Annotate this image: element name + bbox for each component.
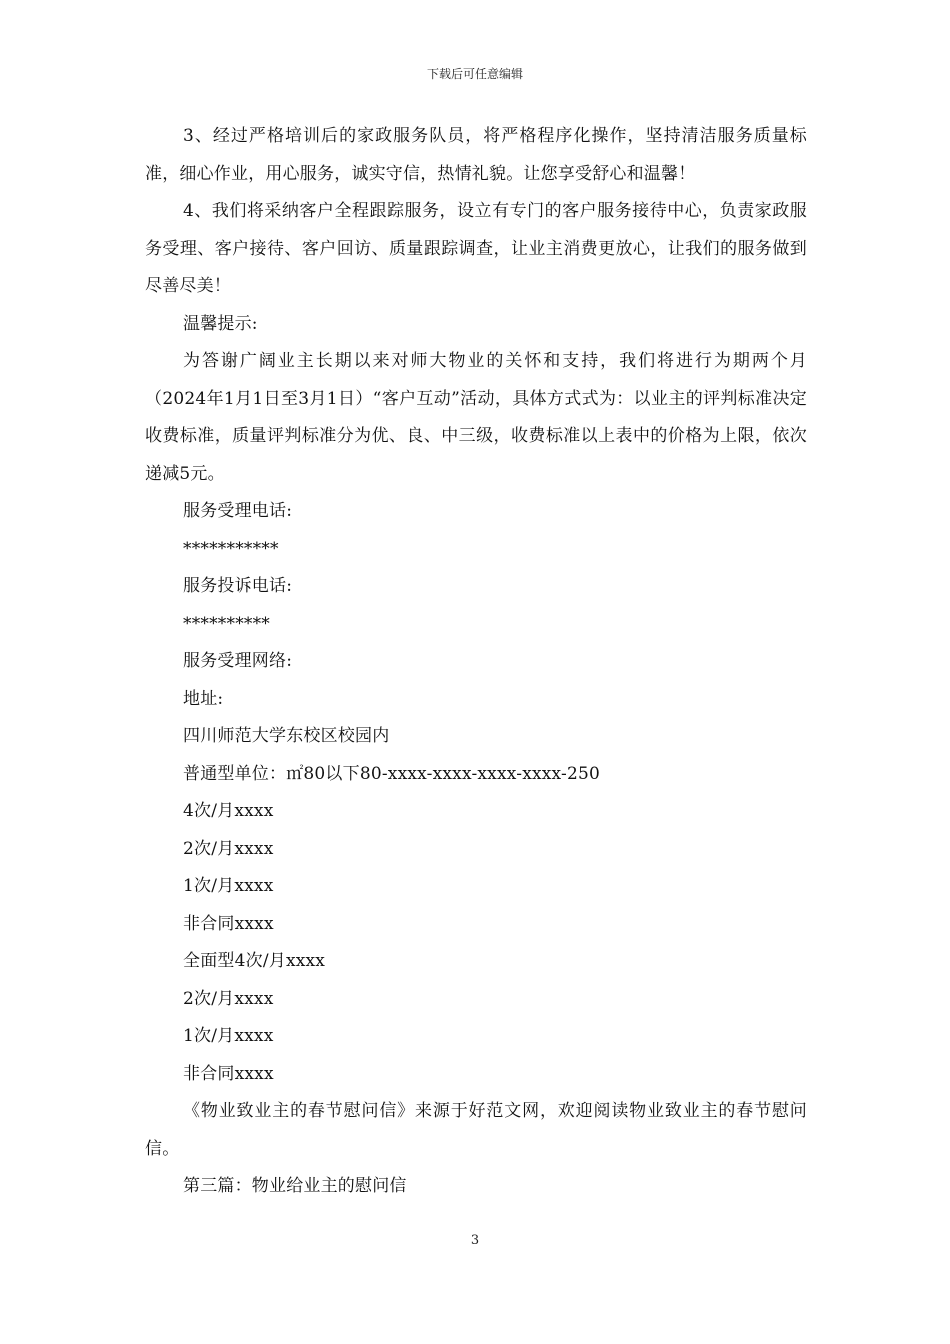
complaint-phone-label: 服务投诉电话: [183, 576, 293, 596]
price-line: 1次/月xxxx [183, 1026, 274, 1046]
paragraph-service-team: 3、经过严格培训后的家政服务队员，将严格程序化操作，坚持清洁服务质量标准，细心作业，用心服务，诚实守信，热情礼貌。让您享受舒心和温馨！ [145, 126, 807, 184]
service-network-label: 服务受理网络: [183, 651, 293, 671]
price-line: 非合同xxxx [183, 913, 274, 934]
service-phone-value: *********** [183, 538, 279, 559]
address-label: 地址: [183, 688, 224, 709]
price-line: 4次/月xxxx [183, 801, 274, 821]
section-heading: 第三篇：物业给业主的慰问信 [183, 1176, 407, 1196]
paragraph-customer-tracking: 4、我们将采纳客户全程跟踪服务，设立有专门的客户服务接待中心，负责家政服务受理、客户接待、客户回访、质量跟踪调查，让业主消费更放心，让我们的服务做到尽善尽美！ [145, 201, 807, 296]
price-line: 2次/月xxxx [183, 838, 274, 859]
paragraph-source-note: 《物业致业主的春节慰问信》来源于好范文网，欢迎阅读物业致业主的春节慰问信。 [145, 1101, 807, 1159]
document-body [145, 118, 807, 1206]
price-line: 1次/月xxxx [183, 876, 274, 896]
service-phone-label: 服务受理电话: [183, 501, 293, 521]
price-line-full-type: 全面型4次/月xxxx [183, 951, 326, 971]
price-line: 非合同xxxx [183, 1063, 274, 1084]
page-header: 下载后可任意编辑 [426, 67, 523, 81]
page-number: 3 [470, 1233, 480, 1248]
paragraph-promotion: 为答谢广阔业主长期以来对师大物业的关怀和支持，我们将进行为期两个月（2024年1月1日至3月1日）“客户互动”活动，具体方式式为：以业主的评判标准决定收费标准，质量评判标准分为优、良、中三级，收费标准以上表中的价格为上限，依次递减5元。 [145, 351, 807, 484]
complaint-phone-value: ********** [183, 613, 270, 634]
price-line-basic-unit: 普通型单位：㎡80以下80-xxxx-xxxx-xxxx-xxxx-250 [183, 763, 601, 784]
paragraph-tip-heading: 温馨提示: [183, 313, 258, 334]
price-line: 2次/月xxxx [183, 988, 274, 1009]
address-value: 四川师范大学东校区校园内 [183, 726, 390, 746]
